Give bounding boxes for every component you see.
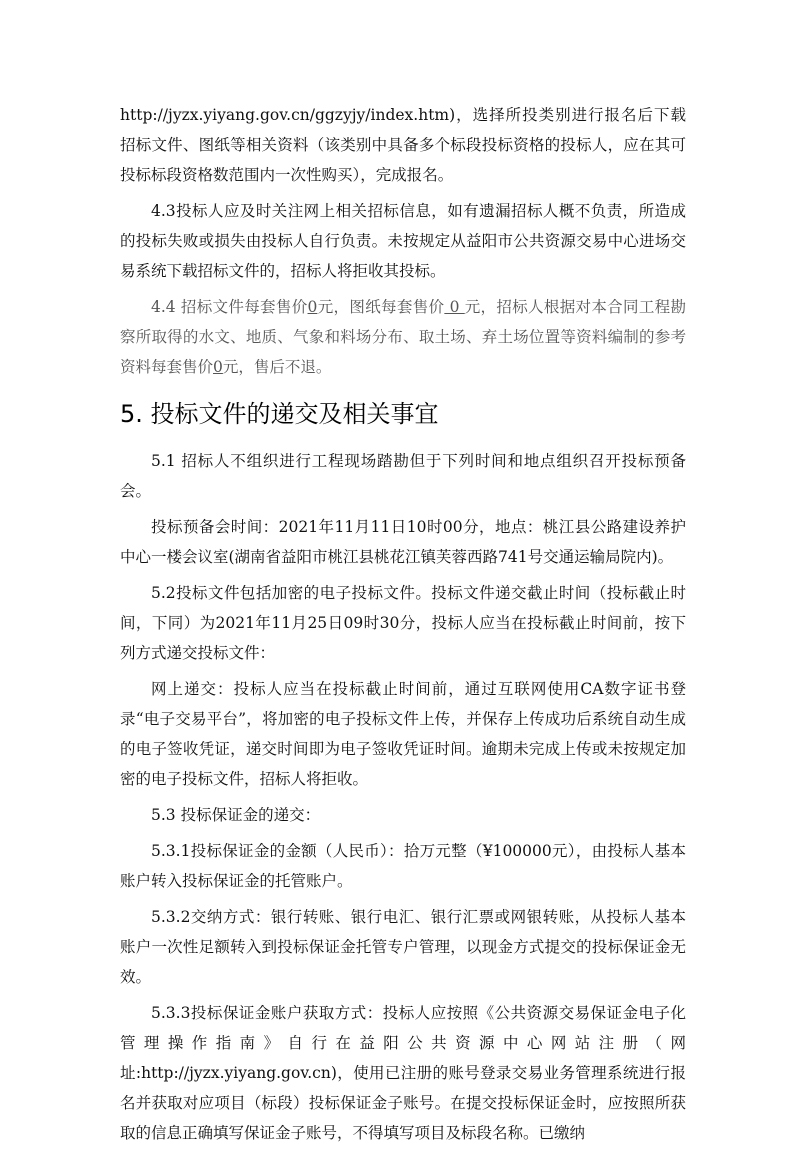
paragraph-4-2-continued: http://jyzx.yiyang.gov.cn/ggzyjy/index.htm)，选择所投类别进行报名后下载招标文件、图纸等相关资料（该类别中具备多个标段投标资格的投标人，应在其可投标标段资格数范围内一次性购买），完成报名。 (120, 106, 686, 184)
price-text-a: 4.4 招标文件每套售价 (151, 298, 308, 316)
paragraph-4-3: 4.3投标人应及时关注网上相关招标信息，如有遗漏招标人概不负责，所造成的投标失败或损失由投标人自行负责。未按规定从益阳市公共资源交易中心进场交易系统下载招标文件的，招标人将拒收其投标。 (120, 202, 686, 280)
price-text-g: 元，售后不退。 (222, 358, 332, 376)
paragraph-4-4 (120, 292, 686, 382)
price-text-e: 元，招标人根据对本合同工程勘察所取得的水文、地质、气象和料场分布、取土场、弃土场位置等资料编制的参考资料每套售价 (120, 298, 686, 376)
doc-price-value: 0 (307, 298, 318, 316)
paragraph-5-1: 5.1 招标人不组织进行工程现场踏勘但于下列时间和地点组织召开投标预备会。 (120, 452, 686, 500)
paragraph-5-3: 5.3 投标保证金的递交： (151, 806, 321, 824)
paragraph-online-submission: 网上递交：投标人应当在投标截止时间前，通过互联网使用CA数字证书登录“电子交易平台”，将加密的电子投标文件上传，并保存上传成功后系统自动生成的电子签收凭证，递交时间即为电子签收凭证时间。逾期未完成上传或未按规定加密的电子投标文件，招标人将拒收。 (120, 680, 686, 788)
paragraph-pre-bid-meeting: 投标预备会时间：2021年11月11日10时00分，地点：桃江县公路建设养护中心一楼会议室(湖南省益阳市桃江县桃花江镇芙蓉西路741号交通运输局院内)。 (120, 518, 686, 566)
reference-price-value: 0 (213, 358, 223, 376)
price-text-c: 元，图纸每套售价 (317, 298, 445, 316)
paragraph-5-2: 5.2投标文件包括加密的电子投标文件。投标文件递交截止时间（投标截止时间，下同）为2021年11月25日09时30分，投标人应当在投标截止时间前，按下列方式递交投标文件： (120, 584, 686, 662)
paragraph-5-3-3: 5.3.3投标保证金账户获取方式：投标人应按照《公共资源交易保证金电子化管理操作指南》自行在益阳公共资源中心网站注册（网址:http://jyzx.yiyang.gov.cn)，使用已注册的账号登录交易业务管理系统进行报名并获取对应项目（标段）投标保证金子账号。在提交投标保证金时，应按照所获取的信息正确填写保证金子账号，不得填写项目及标段名称。已缴纳 (120, 1004, 686, 1142)
document-body (120, 100, 686, 1154)
paragraph-5-3-2: 5.3.2交纳方式：银行转账、银行电汇、银行汇票或网银转账，从投标人基本账户一次性足额转入到投标保证金托管专户管理，以现金方式提交的投标保证金无效。 (120, 908, 686, 986)
drawing-price-value: 0 (444, 298, 465, 316)
paragraph-5-3-1: 5.3.1投标保证金的金额（人民币）：拾万元整（¥100000元），由投标人基本账户转入投标保证金的托管账户。 (120, 842, 686, 890)
section-5-heading: 5. 投标文件的递交及相关事宜 (120, 400, 439, 428)
